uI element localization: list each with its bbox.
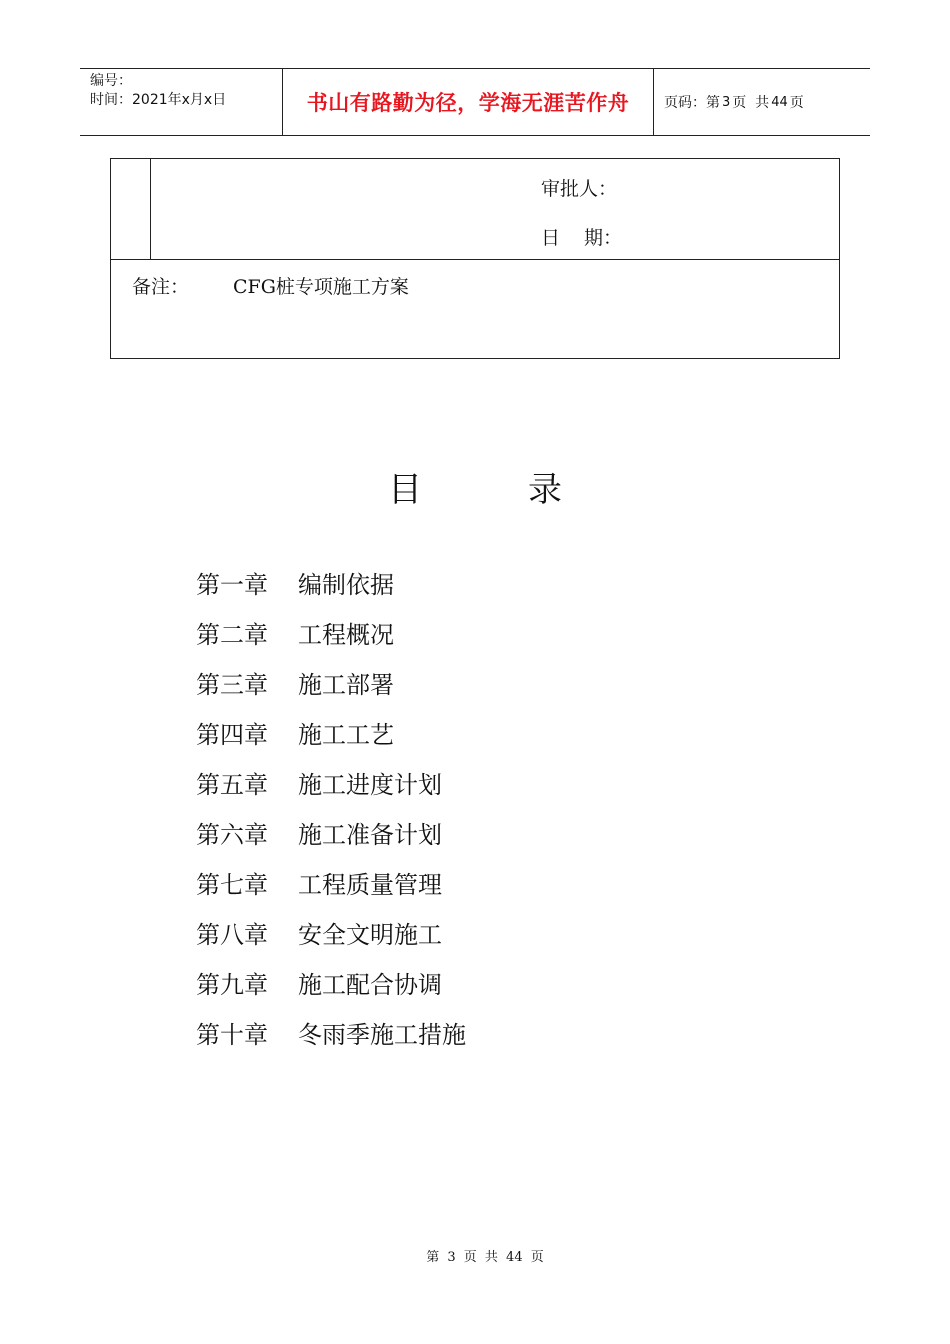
toc-chapter-title: 施工配合协调: [298, 971, 442, 999]
toc-chapter-number: 第八章: [196, 921, 268, 949]
page-mid: 页 共: [732, 95, 770, 111]
toc-item: [196, 617, 466, 667]
date-label: 日 期：: [541, 227, 623, 249]
page-prefix: 页码：第: [664, 95, 720, 111]
toc-chapter-number: 第一章: [196, 571, 268, 599]
page-total: 44: [771, 94, 788, 110]
toc-chapter-title: 编制依据: [298, 571, 394, 599]
toc-chapter-title: 施工工艺: [298, 721, 394, 749]
toc-item: [196, 667, 466, 717]
toc-chapter-number: 第九章: [196, 971, 268, 999]
header-motto: 书山有路勤为径，学海无涯苦作舟: [282, 69, 654, 135]
toc-chapter-number: 第七章: [196, 871, 268, 899]
toc-chapter-title: 施工进度计划: [298, 771, 442, 799]
toc-item: [196, 567, 466, 617]
document-number-label: 编号：: [90, 73, 132, 89]
page-footer: 第 3 页 共 44 页: [426, 1250, 544, 1265]
toc-list: [196, 567, 466, 1067]
toc-item: [196, 1017, 466, 1067]
toc-chapter-title: 安全文明施工: [298, 921, 442, 949]
header-page-info: [654, 69, 870, 135]
toc-item: [196, 867, 466, 917]
toc-chapter-title: 工程质量管理: [298, 871, 442, 899]
toc-item: [196, 717, 466, 767]
remark-row: [132, 272, 409, 299]
remark-label: 备注：: [132, 276, 190, 298]
toc-chapter-number: 第三章: [196, 671, 268, 699]
toc-chapter-title: 施工准备计划: [298, 821, 442, 849]
document-time: 时间：2021年x月x日: [90, 92, 227, 108]
toc-chapter-number: 第二章: [196, 621, 268, 649]
toc-chapter-number: 第五章: [196, 771, 268, 799]
toc-chapter-number: 第六章: [196, 821, 268, 849]
approval-table: [110, 158, 840, 359]
toc-item: [196, 817, 466, 867]
page-number: 3: [722, 94, 731, 110]
toc-chapter-title: 冬雨季施工措施: [298, 1021, 466, 1049]
header-meta: [80, 69, 282, 135]
page-suffix: 页: [789, 95, 804, 111]
toc-item: [196, 967, 466, 1017]
toc-item: [196, 917, 466, 967]
approval-row: [111, 159, 839, 260]
toc-chapter-title: 工程概况: [298, 621, 394, 649]
approver-label: 审批人：: [541, 178, 618, 200]
toc-chapter-number: 第十章: [196, 1021, 268, 1049]
remark-value: CFG桩专项施工方案: [233, 276, 409, 298]
approval-side-cell: [111, 159, 151, 259]
page-header: [80, 68, 870, 136]
toc-chapter-title: 施工部署: [298, 671, 394, 699]
toc-chapter-number: 第四章: [196, 721, 268, 749]
toc-item: [196, 767, 466, 817]
toc-title: 目录: [388, 470, 668, 510]
